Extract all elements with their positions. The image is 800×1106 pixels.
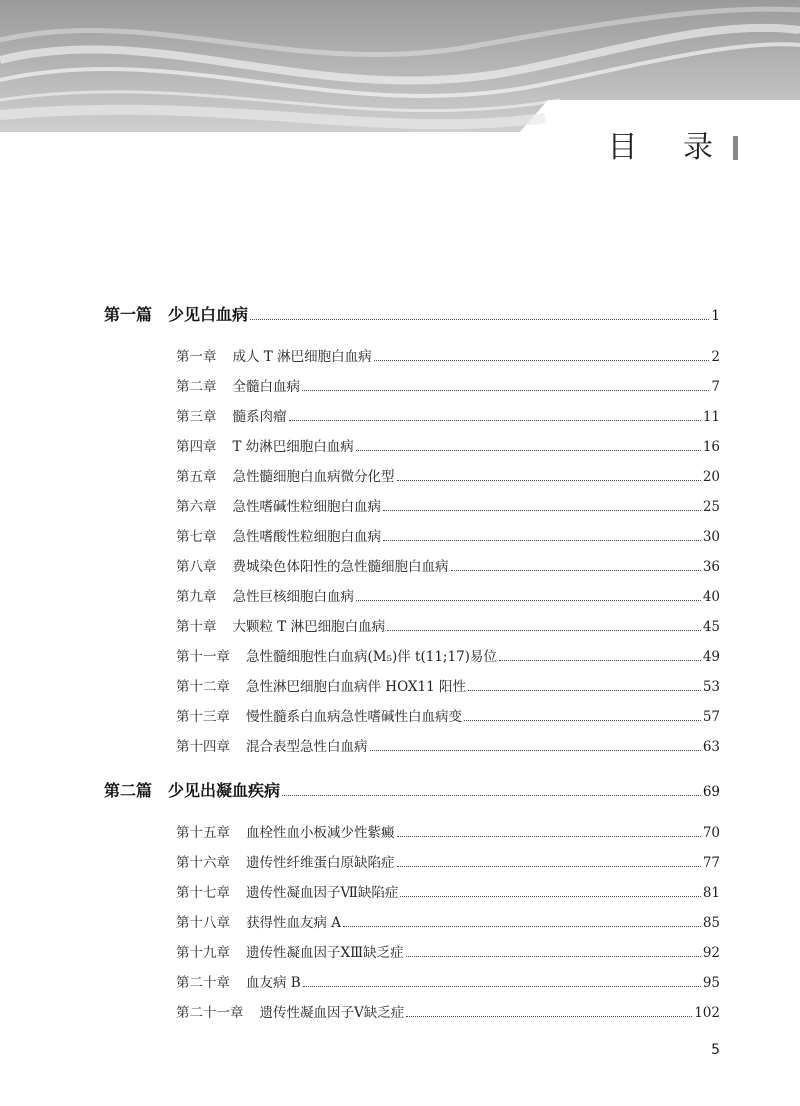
toc-chapter-18[interactable] xyxy=(176,914,720,932)
page-title: 目 录 xyxy=(607,130,731,165)
chapter-label: 第二十章 xyxy=(176,975,230,991)
chapter-title: 遗传性纤维蛋白原缺陷症 xyxy=(246,855,395,871)
chapter-label: 第五章 xyxy=(176,469,217,485)
toc-chapter-15[interactable] xyxy=(176,824,720,842)
chapter-label: 第七章 xyxy=(176,529,217,545)
toc-chapter-10[interactable] xyxy=(176,618,720,636)
chapter-title: 急性淋巴细胞白血病伴 HOX11 阳性 xyxy=(246,679,466,695)
leader-dots xyxy=(282,795,701,796)
chapter-label: 第十八章 xyxy=(176,915,230,931)
chapter-title: 遗传性凝血因子Ⅴ缺乏症 xyxy=(259,1005,405,1021)
chapter-page: 7 xyxy=(711,379,720,395)
toc-chapter-16[interactable] xyxy=(176,854,720,872)
chapter-label: 第十二章 xyxy=(176,679,230,695)
chapter-label: 第四章 xyxy=(176,439,217,455)
chapter-page: 95 xyxy=(702,975,720,991)
chapter-title: 成人 T 淋巴细胞白血病 xyxy=(232,349,372,365)
leader-dots xyxy=(356,450,701,451)
leader-dots xyxy=(370,750,701,751)
chapter-page: 45 xyxy=(702,619,720,635)
toc-chapter-11[interactable] xyxy=(176,648,720,666)
chapter-page: 20 xyxy=(702,469,720,485)
chapter-title: 血栓性血小板减少性紫癜 xyxy=(246,825,395,841)
chapter-title: 急性巨核细胞白血病 xyxy=(232,589,354,605)
toc-chapter-21[interactable] xyxy=(176,1004,720,1022)
chapter-label: 第十三章 xyxy=(176,709,230,725)
chapter-page: 102 xyxy=(694,1005,720,1021)
leader-dots xyxy=(383,540,701,541)
chapter-title: 混合表型急性白血病 xyxy=(246,739,368,755)
leader-dots xyxy=(383,510,701,511)
chapter-title: 大颗粒 T 淋巴细胞白血病 xyxy=(232,619,386,635)
chapter-page: 49 xyxy=(702,649,720,665)
part-label: 第二篇 xyxy=(104,781,153,800)
chapter-label: 第十一章 xyxy=(176,649,230,665)
chapter-page: 25 xyxy=(702,499,720,515)
leader-dots xyxy=(397,480,701,481)
chapter-label: 第十章 xyxy=(176,619,217,635)
chapter-title: 血友病 B xyxy=(246,975,301,991)
leader-dots xyxy=(356,600,701,601)
header-banner xyxy=(0,0,800,135)
leader-dots xyxy=(289,420,701,421)
leader-dots xyxy=(374,360,710,361)
chapter-label: 第十四章 xyxy=(176,739,230,755)
toc-chapter-12[interactable] xyxy=(176,678,720,696)
leader-dots xyxy=(400,896,700,897)
leader-dots xyxy=(303,986,701,987)
chapter-title: 急性嗜碱性粒细胞白血病 xyxy=(232,499,381,515)
chapter-title: 慢性髓系白血病急性嗜碱性白血病变 xyxy=(246,709,462,725)
leader-dots xyxy=(464,720,701,721)
chapter-page: 53 xyxy=(702,679,720,695)
chapter-page: 81 xyxy=(702,885,720,901)
page-number: 5 xyxy=(711,1042,720,1058)
chapter-page: 77 xyxy=(702,855,720,871)
chapter-label: 第二章 xyxy=(176,379,217,395)
toc-chapter-9[interactable] xyxy=(176,588,720,606)
chapter-page: 85 xyxy=(702,915,720,931)
chapter-title: 费城染色体阳性的急性髓细胞白血病 xyxy=(232,559,449,575)
toc-chapter-3[interactable] xyxy=(176,408,720,426)
chapter-title: 获得性血友病 A xyxy=(246,915,342,931)
toc-chapter-13[interactable] xyxy=(176,708,720,726)
toc-chapter-4[interactable] xyxy=(176,438,720,456)
chapter-title: 遗传性凝血因子ⅩⅢ缺乏症 xyxy=(246,945,404,961)
leader-dots xyxy=(397,866,701,867)
toc-chapter-17[interactable] xyxy=(176,884,720,902)
part-page: 1 xyxy=(711,308,720,324)
chapter-title: 遗传性凝血因子Ⅶ缺陷症 xyxy=(246,885,399,901)
chapter-title: 髓系肉瘤 xyxy=(232,409,287,425)
part-page: 69 xyxy=(702,784,720,800)
chapter-page: 40 xyxy=(702,589,720,605)
chapter-title: 急性髓细胞白血病微分化型 xyxy=(232,469,395,485)
chapter-label: 第二十一章 xyxy=(176,1005,244,1021)
chapter-page: 92 xyxy=(702,945,720,961)
chapter-label: 第六章 xyxy=(176,499,217,515)
chapter-label: 第十七章 xyxy=(176,885,230,901)
chapter-label: 第十六章 xyxy=(176,855,230,871)
leader-dots xyxy=(387,630,701,631)
part-title: 少见出凝血疾病 xyxy=(168,781,281,800)
chapter-label: 第十九章 xyxy=(176,945,230,961)
leader-dots xyxy=(451,570,701,571)
leader-dots xyxy=(406,1016,692,1017)
toc-chapter-7[interactable] xyxy=(176,528,720,546)
chapter-label: 第八章 xyxy=(176,559,217,575)
title-bar-decoration xyxy=(733,136,738,160)
chapter-title: T 幼淋巴细胞白血病 xyxy=(232,439,354,455)
leader-dots xyxy=(406,956,701,957)
chapter-page: 30 xyxy=(702,529,720,545)
part-label: 第一篇 xyxy=(104,305,153,324)
part-title: 少见白血病 xyxy=(168,305,249,324)
chapter-title: 全髓白血病 xyxy=(232,379,300,395)
leader-dots xyxy=(499,660,701,661)
chapter-page: 16 xyxy=(702,439,720,455)
toc-chapter-1[interactable] xyxy=(176,348,720,366)
chapter-label: 第十五章 xyxy=(176,825,230,841)
toc-part-1[interactable] xyxy=(104,306,720,325)
chapter-page: 63 xyxy=(702,739,720,755)
chapter-label: 第一章 xyxy=(176,349,217,365)
chapter-page: 2 xyxy=(711,349,720,365)
leader-dots xyxy=(250,319,709,320)
toc-chapter-6[interactable] xyxy=(176,498,720,516)
toc-chapter-14[interactable] xyxy=(176,738,720,756)
toc-chapter-8[interactable] xyxy=(176,558,720,576)
chapter-title: 急性嗜酸性粒细胞白血病 xyxy=(232,529,381,545)
chapter-title: 急性髓细胞性白血病(M₅)伴 t(11;17)易位 xyxy=(246,649,497,665)
leader-dots xyxy=(397,836,701,837)
chapter-label: 第九章 xyxy=(176,589,217,605)
leader-dots xyxy=(302,390,709,391)
chapter-label: 第三章 xyxy=(176,409,217,425)
leader-dots xyxy=(468,690,701,691)
chapter-page: 57 xyxy=(702,709,720,725)
chapter-page: 36 xyxy=(702,559,720,575)
toc-chapter-5[interactable] xyxy=(176,468,720,486)
toc-part-2[interactable] xyxy=(104,782,720,801)
leader-dots xyxy=(343,926,701,927)
toc-chapter-20[interactable] xyxy=(176,974,720,992)
chapter-page: 11 xyxy=(702,409,720,425)
page-title-block xyxy=(607,128,738,168)
toc-chapter-2[interactable] xyxy=(176,378,720,396)
toc-chapter-19[interactable] xyxy=(176,944,720,962)
chapter-page: 70 xyxy=(702,825,720,841)
